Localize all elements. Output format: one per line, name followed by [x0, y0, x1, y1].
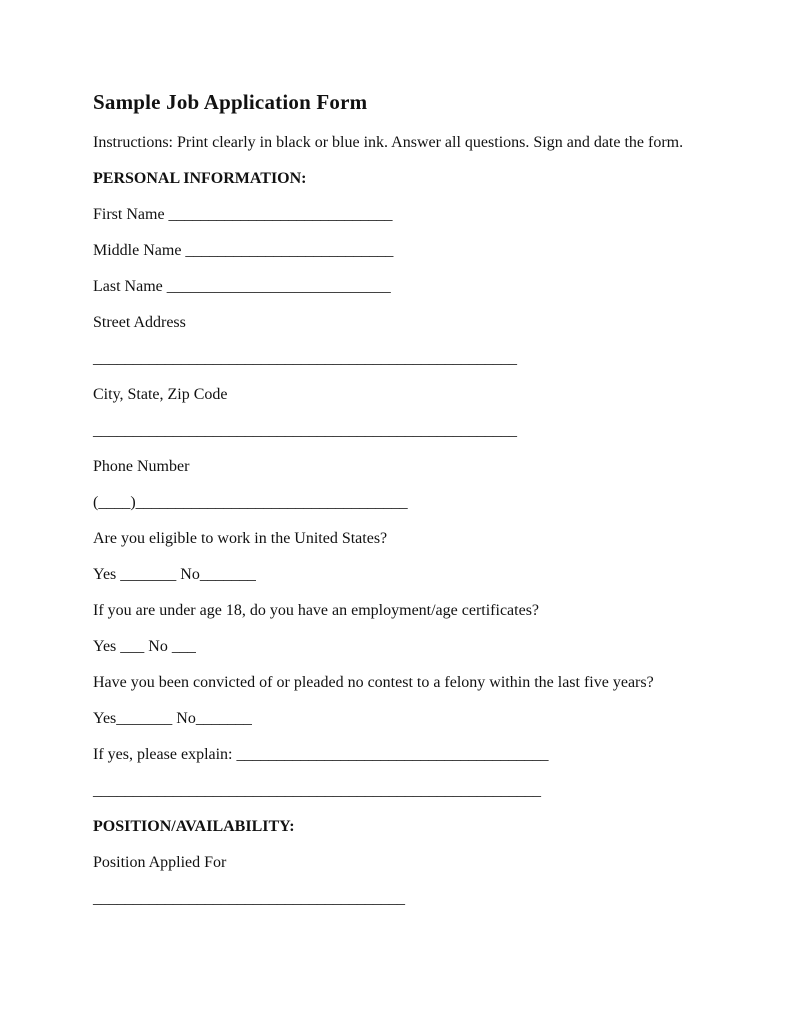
felony-question: Have you been convicted of or pleaded no contest to a felony within the last five years?: [93, 674, 654, 691]
page-title: Sample Job Application Form: [93, 90, 368, 114]
under-18-yes-no-blanks: Yes ___ No ___: [93, 638, 196, 655]
street-address-label: Street Address: [93, 314, 186, 331]
last-name-blank: ____________________________: [166, 278, 391, 295]
street-address-blank: _____________________________________________________: [93, 350, 517, 367]
city-state-zip-label: City, State, Zip Code: [93, 386, 228, 403]
personal-information-heading: PERSONAL INFORMATION:: [93, 170, 307, 187]
middle-name-label: Middle Name: [93, 242, 182, 259]
first-name-blank: ____________________________: [168, 206, 393, 223]
eligible-question: Are you eligible to work in the United States?: [93, 530, 388, 547]
middle-name-row: [93, 241, 703, 261]
city-state-zip-blank: _____________________________________________________: [93, 422, 517, 439]
position-applied-for-blank: _______________________________________: [93, 890, 405, 907]
middle-name-blank: __________________________: [185, 242, 394, 259]
position-applied-for-label: Position Applied For: [93, 854, 227, 871]
instructions-text: Instructions: Print clearly in black or blue ink. Answer all questions. Sign and date the form.: [93, 134, 684, 151]
under-18-question: If you are under age 18, do you have an employment/age certificates?: [93, 602, 540, 619]
first-name-label: First Name: [93, 206, 165, 223]
explain-blank-line-2: ________________________________________________________: [93, 782, 541, 799]
last-name-row: [93, 277, 703, 297]
explain-blank: _______________________________________: [236, 746, 549, 763]
last-name-label: Last Name: [93, 278, 163, 295]
explain-label: If yes, please explain:: [93, 746, 233, 763]
explain-row: [93, 745, 703, 765]
eligible-yes-no-blanks: Yes _______ No_______: [93, 566, 256, 583]
first-name-row: [93, 205, 703, 225]
position-availability-heading: POSITION/AVAILABILITY:: [93, 818, 295, 835]
phone-number-label: Phone Number: [93, 458, 190, 475]
phone-number-blank: (____)__________________________________: [93, 494, 408, 511]
felony-yes-no-blanks: Yes_______ No_______: [93, 710, 252, 727]
